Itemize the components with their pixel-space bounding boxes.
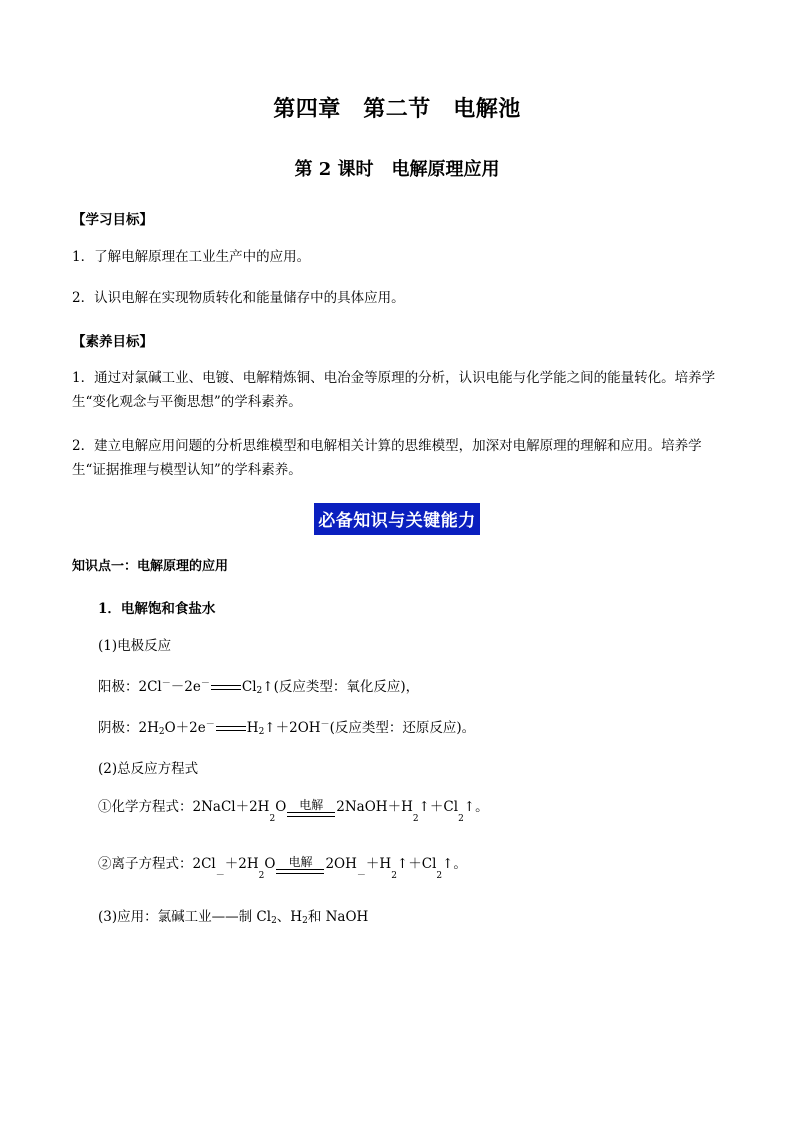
chem-end: ↑。 <box>463 799 489 815</box>
ion-product: 2OH <box>325 856 357 872</box>
double-line <box>276 869 324 874</box>
cathode-tail: ↑＋2OH <box>264 720 321 736</box>
chem-product: 2NaOH＋H <box>336 799 413 815</box>
cathode-end: (反应类型：还原反应)。 <box>329 720 476 736</box>
app-label: (3)应用：氯碱工业——制 Cl <box>98 909 272 925</box>
ion-product-3: ↑＋Cl <box>396 856 437 872</box>
goal-item-1: 1．了解电解原理在工业生产中的应用。 <box>72 249 311 265</box>
electrolysis-condition <box>276 855 324 874</box>
page-title: 第四章 第二节 电解池 <box>273 96 521 122</box>
application-line: (3)应用：氯碱工业——制 $Cl_2$、$H_2$和 NaOH <box>98 909 369 926</box>
item-heading-1: 1．电解饱和食盐水 <box>98 601 216 617</box>
equals-sign <box>216 726 246 731</box>
anode-reaction: 阳极：2Cl－－2e－ $Cl_2↑$(反应类型：氧化反应)， <box>98 679 420 696</box>
literacy-item-1: 1．通过对氯碱工业、电镀、电解精炼铜、电冶金等原理的分析，认识电能与化学能之间的能量转化。培养学生“变化观念与平衡思想”的学科素养。 <box>72 370 716 410</box>
ion-mid-2: O <box>264 856 276 872</box>
chemical-equation: ①化学方程式：2NaCl＋2H 2 O 电解 2NaOH＋H 2 ↑＋Cl 2 ↑。 <box>98 795 489 819</box>
cathode-label: 阴极：2H <box>98 720 159 736</box>
chem-product-2: ↑＋Cl <box>418 799 459 815</box>
anode-mid: －2e <box>170 679 201 695</box>
banner-container <box>0 503 794 535</box>
condition-label: 电解 <box>299 798 324 812</box>
ion-end: ↑。 <box>442 856 467 872</box>
chem-mid: O <box>275 799 287 815</box>
literacy-item-2: 2．建立电解应用问题的分析思维模型和电解相关计算的思维模型，加深对电解原理的理解和应用。培养学生“证据推理与模型认知”的学科素养。 <box>72 438 702 478</box>
sub-heading-overall: (2)总反应方程式 <box>98 761 199 777</box>
lesson-subtitle: 第 2 课时 电解原理应用 <box>294 159 500 180</box>
cathode-mid: O＋2e <box>164 720 206 736</box>
double-line <box>287 812 335 817</box>
ion-mid: ＋2H <box>224 856 259 872</box>
equals-sign <box>211 685 241 690</box>
anode-product: Cl <box>241 679 257 695</box>
anode-tail: ↑(反应类型：氧化反应)， <box>262 679 420 695</box>
ionic-equation: ②离子方程式：2Cl － ＋2H 2 O 电解 2OH － ＋H 2 ↑＋Cl 2 ↑。 <box>98 852 467 876</box>
goal-item-2: 2．认识电解在实现物质转化和能量储存中的具体应用。 <box>72 290 405 306</box>
condition-label: 电解 <box>288 855 313 869</box>
section-banner: 必备知识与关键能力 <box>314 503 480 535</box>
knowledge-point-heading: 知识点一：电解原理的应用 <box>72 559 229 574</box>
cathode-product: H <box>246 720 259 736</box>
app-end: 和 NaOH <box>307 909 369 925</box>
section-literacy-goals: 【素养目标】 <box>72 334 153 350</box>
chem-label: ①化学方程式：2NaCl＋2H <box>98 799 270 815</box>
cathode-reaction: 阴极：$2H_2O+2e^-$ $H_2↑+2OH^-$(反应类型：还原反应)。 <box>98 720 476 737</box>
sub-heading-electrode: (1)电极反应 <box>98 638 172 654</box>
anode-label: 阳极：2Cl <box>98 679 162 695</box>
ion-product-2: ＋H <box>365 856 392 872</box>
electrolysis-condition <box>287 798 335 817</box>
section-learning-goals: 【学习目标】 <box>72 212 153 228</box>
app-mid: 、H <box>276 909 303 925</box>
ion-label: ②离子方程式：2Cl <box>98 856 216 872</box>
